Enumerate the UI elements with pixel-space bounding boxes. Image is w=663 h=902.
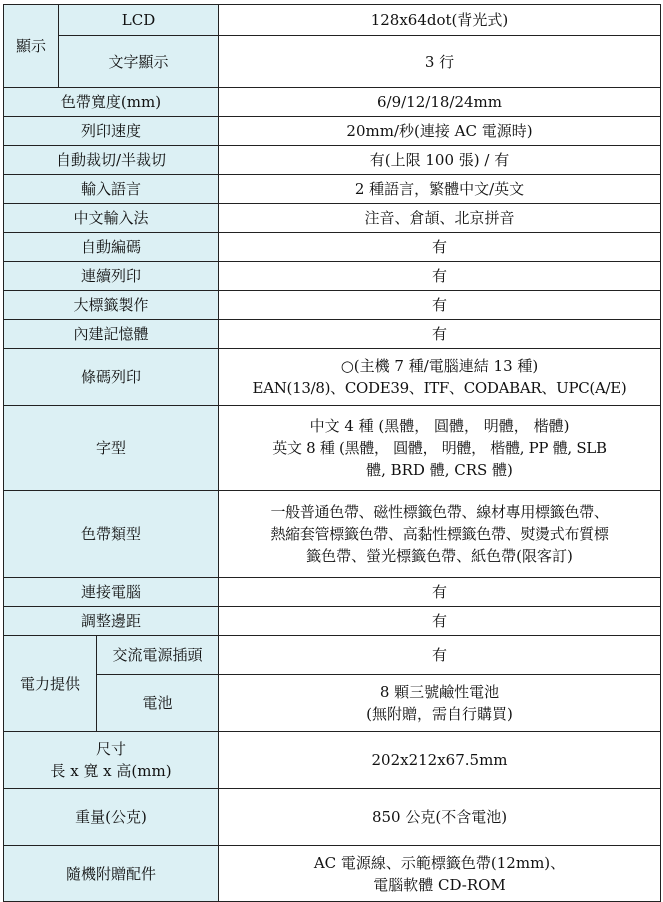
weight-label: 重量(公克) bbox=[4, 789, 219, 846]
battery-label: 電池 bbox=[97, 675, 219, 732]
large-label-label: 大標籤製作 bbox=[4, 291, 219, 320]
ac-socket-value: 有 bbox=[219, 636, 661, 675]
memory-value: 有 bbox=[219, 320, 661, 349]
tape-types-label: 色帶類型 bbox=[4, 491, 219, 578]
text-display-value: 3 行 bbox=[219, 36, 661, 88]
row-accessories bbox=[4, 846, 661, 902]
font-line-1: 中文 4 種 (黑體， 圓體， 明體， 楷體) bbox=[309, 417, 570, 435]
font-line-2: 英文 8 種 (黑體， 圓體， 明體， 楷體, PP 體, SLB bbox=[272, 439, 607, 457]
chinese-input-value: 注音、倉頡、北京拼音 bbox=[219, 204, 661, 233]
accessories-line-2: 電腦軟體 CD-ROM bbox=[373, 875, 506, 894]
print-speed-value: 20mm/秒(連接 AC 電源時) bbox=[219, 117, 661, 146]
battery-line-1: 8 顆三號鹼性電池 bbox=[379, 683, 500, 701]
battery-value bbox=[219, 675, 661, 732]
row-font bbox=[4, 406, 661, 491]
text-display-label: 文字顯示 bbox=[59, 36, 219, 88]
barcode-value bbox=[219, 349, 661, 406]
pc-connect-label: 連接電腦 bbox=[4, 578, 219, 607]
row-auto-numbering bbox=[4, 233, 661, 262]
spec-table bbox=[3, 4, 661, 902]
row-memory bbox=[4, 320, 661, 349]
dimensions-label bbox=[4, 732, 219, 789]
row-battery bbox=[4, 675, 661, 732]
lcd-value: 128x64dot(背光式) bbox=[219, 5, 661, 36]
auto-numbering-value: 有 bbox=[219, 233, 661, 262]
row-ac-socket bbox=[4, 636, 661, 675]
row-continuous-print bbox=[4, 262, 661, 291]
ac-socket-label: 交流電源插頭 bbox=[97, 636, 219, 675]
accessories-value bbox=[219, 846, 661, 902]
font-line-3: 體, BRD 體, CRS 體) bbox=[366, 461, 513, 479]
continuous-print-value: 有 bbox=[219, 262, 661, 291]
tape-width-label: 色帶寬度(mm) bbox=[4, 88, 219, 117]
row-print-speed bbox=[4, 117, 661, 146]
auto-cut-label: 自動裁切/半裁切 bbox=[4, 146, 219, 175]
row-text-display bbox=[4, 36, 661, 88]
row-barcode bbox=[4, 349, 661, 406]
row-pc-connect bbox=[4, 578, 661, 607]
row-tape-width bbox=[4, 88, 661, 117]
margin-adjust-value: 有 bbox=[219, 607, 661, 636]
chinese-input-label: 中文輸入法 bbox=[4, 204, 219, 233]
font-value bbox=[219, 406, 661, 491]
margin-adjust-label: 調整邊距 bbox=[4, 607, 219, 636]
row-tape-types bbox=[4, 491, 661, 578]
tape-types-line-1: 一般普通色帶、磁性標籤色帶、線材專用標籤色帶、 bbox=[270, 503, 609, 521]
barcode-line-1: ○(主機 7 種/電腦連結 13 種) bbox=[340, 357, 539, 375]
row-lcd bbox=[4, 5, 661, 36]
auto-cut-value: 有(上限 100 張) / 有 bbox=[219, 146, 661, 175]
battery-line-2: (無附贈，需自行購買) bbox=[366, 705, 513, 723]
dimensions-value: 202x212x67.5mm bbox=[219, 732, 661, 789]
power-group-label: 電力提供 bbox=[4, 636, 97, 732]
dimensions-label-line-1: 尺寸 bbox=[95, 740, 126, 758]
tape-types-line-3: 籤色帶、螢光標籤色帶、紙色帶(限客訂) bbox=[306, 547, 573, 565]
row-chinese-input bbox=[4, 204, 661, 233]
pc-connect-value: 有 bbox=[219, 578, 661, 607]
row-dimensions bbox=[4, 732, 661, 789]
tape-types-line-2: 熱縮套管標籤色帶、高黏性標籤色帶、熨燙式布質標 bbox=[270, 525, 609, 543]
auto-numbering-label: 自動編碼 bbox=[4, 233, 219, 262]
display-group-label: 顯示 bbox=[4, 5, 59, 88]
memory-label: 內建記憶體 bbox=[4, 320, 219, 349]
lcd-label: LCD bbox=[59, 5, 219, 36]
accessories-line-1: AC 電源線、示範標籤色帶(12mm)、 bbox=[313, 853, 566, 872]
row-margin-adjust bbox=[4, 607, 661, 636]
tape-width-value: 6/9/12/18/24mm bbox=[219, 88, 661, 117]
row-input-language bbox=[4, 175, 661, 204]
row-auto-cut bbox=[4, 146, 661, 175]
weight-value: 850 公克(不含電池) bbox=[219, 789, 661, 846]
barcode-label: 條碼列印 bbox=[4, 349, 219, 406]
font-label: 字型 bbox=[4, 406, 219, 491]
tape-types-value bbox=[219, 491, 661, 578]
input-language-value: 2 種語言，繁體中文/英文 bbox=[219, 175, 661, 204]
continuous-print-label: 連續列印 bbox=[4, 262, 219, 291]
row-large-label bbox=[4, 291, 661, 320]
print-speed-label: 列印速度 bbox=[4, 117, 219, 146]
barcode-line-2: EAN(13/8)、CODE39、ITF、CODABAR、UPC(A/E) bbox=[252, 379, 627, 397]
large-label-value: 有 bbox=[219, 291, 661, 320]
row-weight bbox=[4, 789, 661, 846]
input-language-label: 輸入語言 bbox=[4, 175, 219, 204]
dimensions-label-line-2: 長 x 寬 x 高(mm) bbox=[50, 762, 172, 780]
accessories-label: 隨機附贈配件 bbox=[4, 846, 219, 902]
